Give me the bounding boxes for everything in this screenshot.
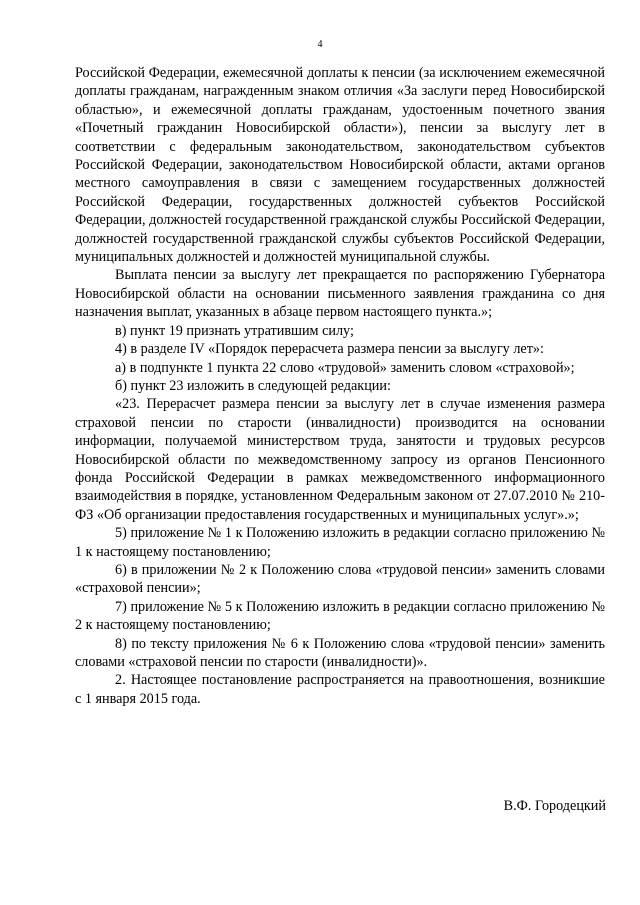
paragraph-item-4: 4) в разделе IV «Порядок перерасчета размера пенсии за выслугу лет»: [115, 341, 544, 358]
paragraph-continuation: Российской Федерации, ежемесячной доплаты к пенсии (за исключением ежемесячной доплаты гражданам, награжденным знаком отличия «За заслуги перед Новосибирской областью», и ежемесячной доплаты гражданам, удостоенным почетного звания «Почетный гражданин Новосибирской области»), пенсии за выслугу лет в соответствии с федеральным законодательством, законодательством субъектов Российской Федерации, законодательством Новосибирской области, актами органов местного самоуправления в связи с замещением государственных должностей Российской Федерации, государственных должностей субъектов Российской Федерации, должностей государственной гражданской службы Российской Федерации, должностей государственной гражданской службы субъектов Российской Федерации, муниципальных должностей и должностей муниципальной службы. [75, 65, 605, 266]
paragraph-item-6: 6) в приложении № 2 к Положению слова «трудовой пенсии» заменить словами «страховой пенсии»; [75, 561, 605, 597]
page-number: 4 [317, 39, 323, 50]
document-body [75, 64, 605, 708]
paragraph-item-8: 8) по тексту приложения № 6 к Положению слова «трудовой пенсии» заменить словами «страховой пенсии по старости (инвалидности)». [75, 635, 605, 670]
paragraph-effective-date: 2. Настоящее постановление распространяется на правоотношения, возникшие с 1 января 2015 года. [75, 672, 605, 707]
paragraph-item-v: в) пункт 19 признать утратившим силу; [115, 322, 354, 339]
paragraph-item-b: б) пункт 23 изложить в следующей редакции: [115, 377, 391, 394]
paragraph-item-a: а) в подпункте 1 пункта 22 слово «трудовой» заменить словом «страховой»; [115, 359, 575, 376]
paragraph-point-23: «23. Перерасчет размера пенсии за выслугу лет в случае изменения размера страховой пенсии по старости (инвалидности) производится на основании информации, получаемой министерством труда, занятости и трудовых ресурсов Новосибирской области по межведомственному запросу из органов Пенсионного фонда Российской Федерации в рамках межведомственного информационного взаимодействия в порядке, установленном Федеральным законом от 27.07.2010 № 210-ФЗ «Об организации предоставления государственных и муниципальных услуг».»; [75, 396, 605, 523]
paragraph-item-5: 5) приложение № 1 к Положению изложить в редакции согласно приложению № 1 к настоящему постановлению; [75, 525, 605, 560]
signature-name: В.Ф. Городецкий [503, 798, 606, 814]
paragraph-pension-termination: Выплата пенсии за выслугу лет прекращается по распоряжению Губернатора Новосибирской области на основании письменного заявления гражданина со дня назначения выплат, указанных в абзаце первом настоящего пункта.»; [75, 267, 605, 321]
paragraph-item-7: 7) приложение № 5 к Положению изложить в редакции согласно приложению № 2 к настоящему постановлению; [75, 598, 605, 634]
